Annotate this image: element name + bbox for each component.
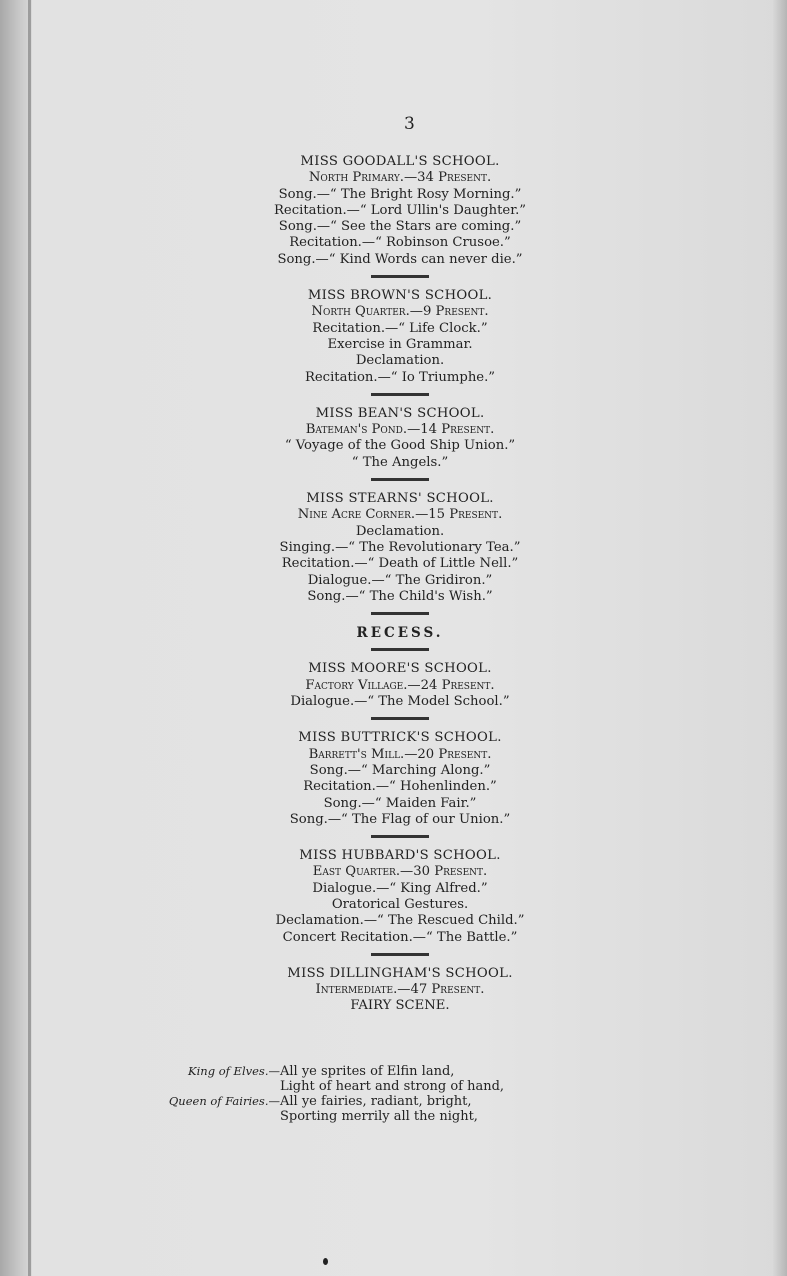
school-section [130,848,670,946]
program-item: Declamation.—“ The Rescued Child.” [275,913,525,929]
program-item: Song.—“ Kind Words can never die.” [277,251,523,267]
school-location: Intermediate.—47 Present. [315,982,485,998]
school-location: North Quarter.—9 Present. [311,304,489,320]
section-divider [371,717,429,720]
school-title: MISS BUTTRICK'S SCHOOL. [298,730,502,746]
program-item: Song.—“ The Bright Rosy Morning.” [278,186,522,202]
program-item: Recitation.—“ Hohenlinden.” [303,779,497,795]
section-divider [371,835,429,838]
program-item: Dialogue.—“ The Model School.” [290,694,510,710]
fairy-scene-verse [150,1064,570,1124]
section-divider [371,953,429,956]
program-item: Song.—“ Maiden Fair.” [323,795,477,811]
school-section [130,491,670,605]
speaker-label: Queen of Fairies.— [168,1094,280,1108]
program-item: FAIRY SCENE. [350,998,450,1014]
section-divider [371,478,429,481]
program-item: “ Voyage of the Good Ship Union.” [284,438,516,454]
section-divider [371,612,429,615]
program-item: Recitation.—“ Life Clock.” [312,320,488,336]
program-item: Dialogue.—“ King Alfred.” [312,880,488,896]
school-location: Bateman's Pond.—14 Present. [305,422,495,438]
program-item: Song.—“ The Child's Wish.” [307,588,493,604]
school-section [130,288,670,386]
school-title: MISS DILLINGHAM'S SCHOOL. [287,965,513,981]
school-location: Barrett's Mill.—20 Present. [308,746,492,762]
section-divider [371,393,429,396]
school-section [130,966,670,1015]
school-title: MISS BROWN'S SCHOOL. [307,288,493,304]
school-title: MISS HUBBARD'S SCHOOL. [299,848,501,864]
school-location: Factory Village.—24 Present. [305,677,495,693]
school-section [130,661,670,710]
school-title: MISS MOORE'S SCHOOL. [308,661,492,677]
verse-line [150,1064,570,1079]
school-section [130,154,670,268]
speaker-label: King of Elves.— [188,1064,280,1078]
verse-text: All ye sprites of Elfin land, [280,1064,455,1079]
school-title: MISS BEAN'S SCHOOL. [315,405,485,421]
program-item: Song.—“ See the Stars are coming.” [278,219,522,235]
verse-text: Light of heart and strong of hand, [280,1079,505,1094]
verse-line [150,1094,570,1109]
program-item: Exercise in Grammar. [327,336,473,352]
recess-heading: RECESS. [356,625,444,642]
program-item: Song.—“ The Flag of our Union.” [289,811,511,827]
school-section [130,730,670,828]
program-item: Declamation. [355,353,445,369]
section-divider [371,275,429,278]
school-location: East Quarter.—30 Present. [312,864,488,880]
binding-stitch-line [28,0,31,1276]
program-item: Recitation.—“ Lord Ullin's Daughter.” [274,202,526,218]
school-location: Nine Acre Corner.—15 Present. [297,507,503,523]
school-title: MISS GOODALL'S SCHOOL. [300,154,500,169]
verse-text: All ye fairies, radiant, bright, [280,1094,472,1109]
school-section [130,406,670,471]
program-list [130,154,670,1015]
speaker-label [150,1079,280,1094]
page-right-edge [773,0,787,1276]
ink-speck [323,1258,328,1265]
page-number: 3 [404,114,415,134]
program-item: Concert Recitation.—“ The Battle.” [282,929,518,945]
program-item: Oratorical Gestures. [331,896,469,912]
verse-text: Sporting merrily all the night, [280,1109,478,1124]
program-item: Song.—“ Marching Along.” [309,762,491,778]
verse-line [150,1109,570,1124]
program-item: Recitation.—“ Death of Little Nell.” [281,556,519,572]
program-item: “ The Angels.” [351,454,449,470]
program-item: Recitation.—“ Io Triumphe.” [304,369,496,385]
school-location: North Primary.—34 Present. [308,170,492,186]
program-item: Dialogue.—“ The Gridiron.” [307,572,493,588]
program-item: Declamation. [355,523,445,539]
program-item: Recitation.—“ Robinson Crusoe.” [289,235,511,251]
program-item: Singing.—“ The Revolutionary Tea.” [279,539,521,555]
school-title: MISS STEARNS' SCHOOL. [306,491,494,507]
verse-line [150,1079,570,1094]
speaker-label [150,1109,280,1124]
section-divider [371,648,429,651]
